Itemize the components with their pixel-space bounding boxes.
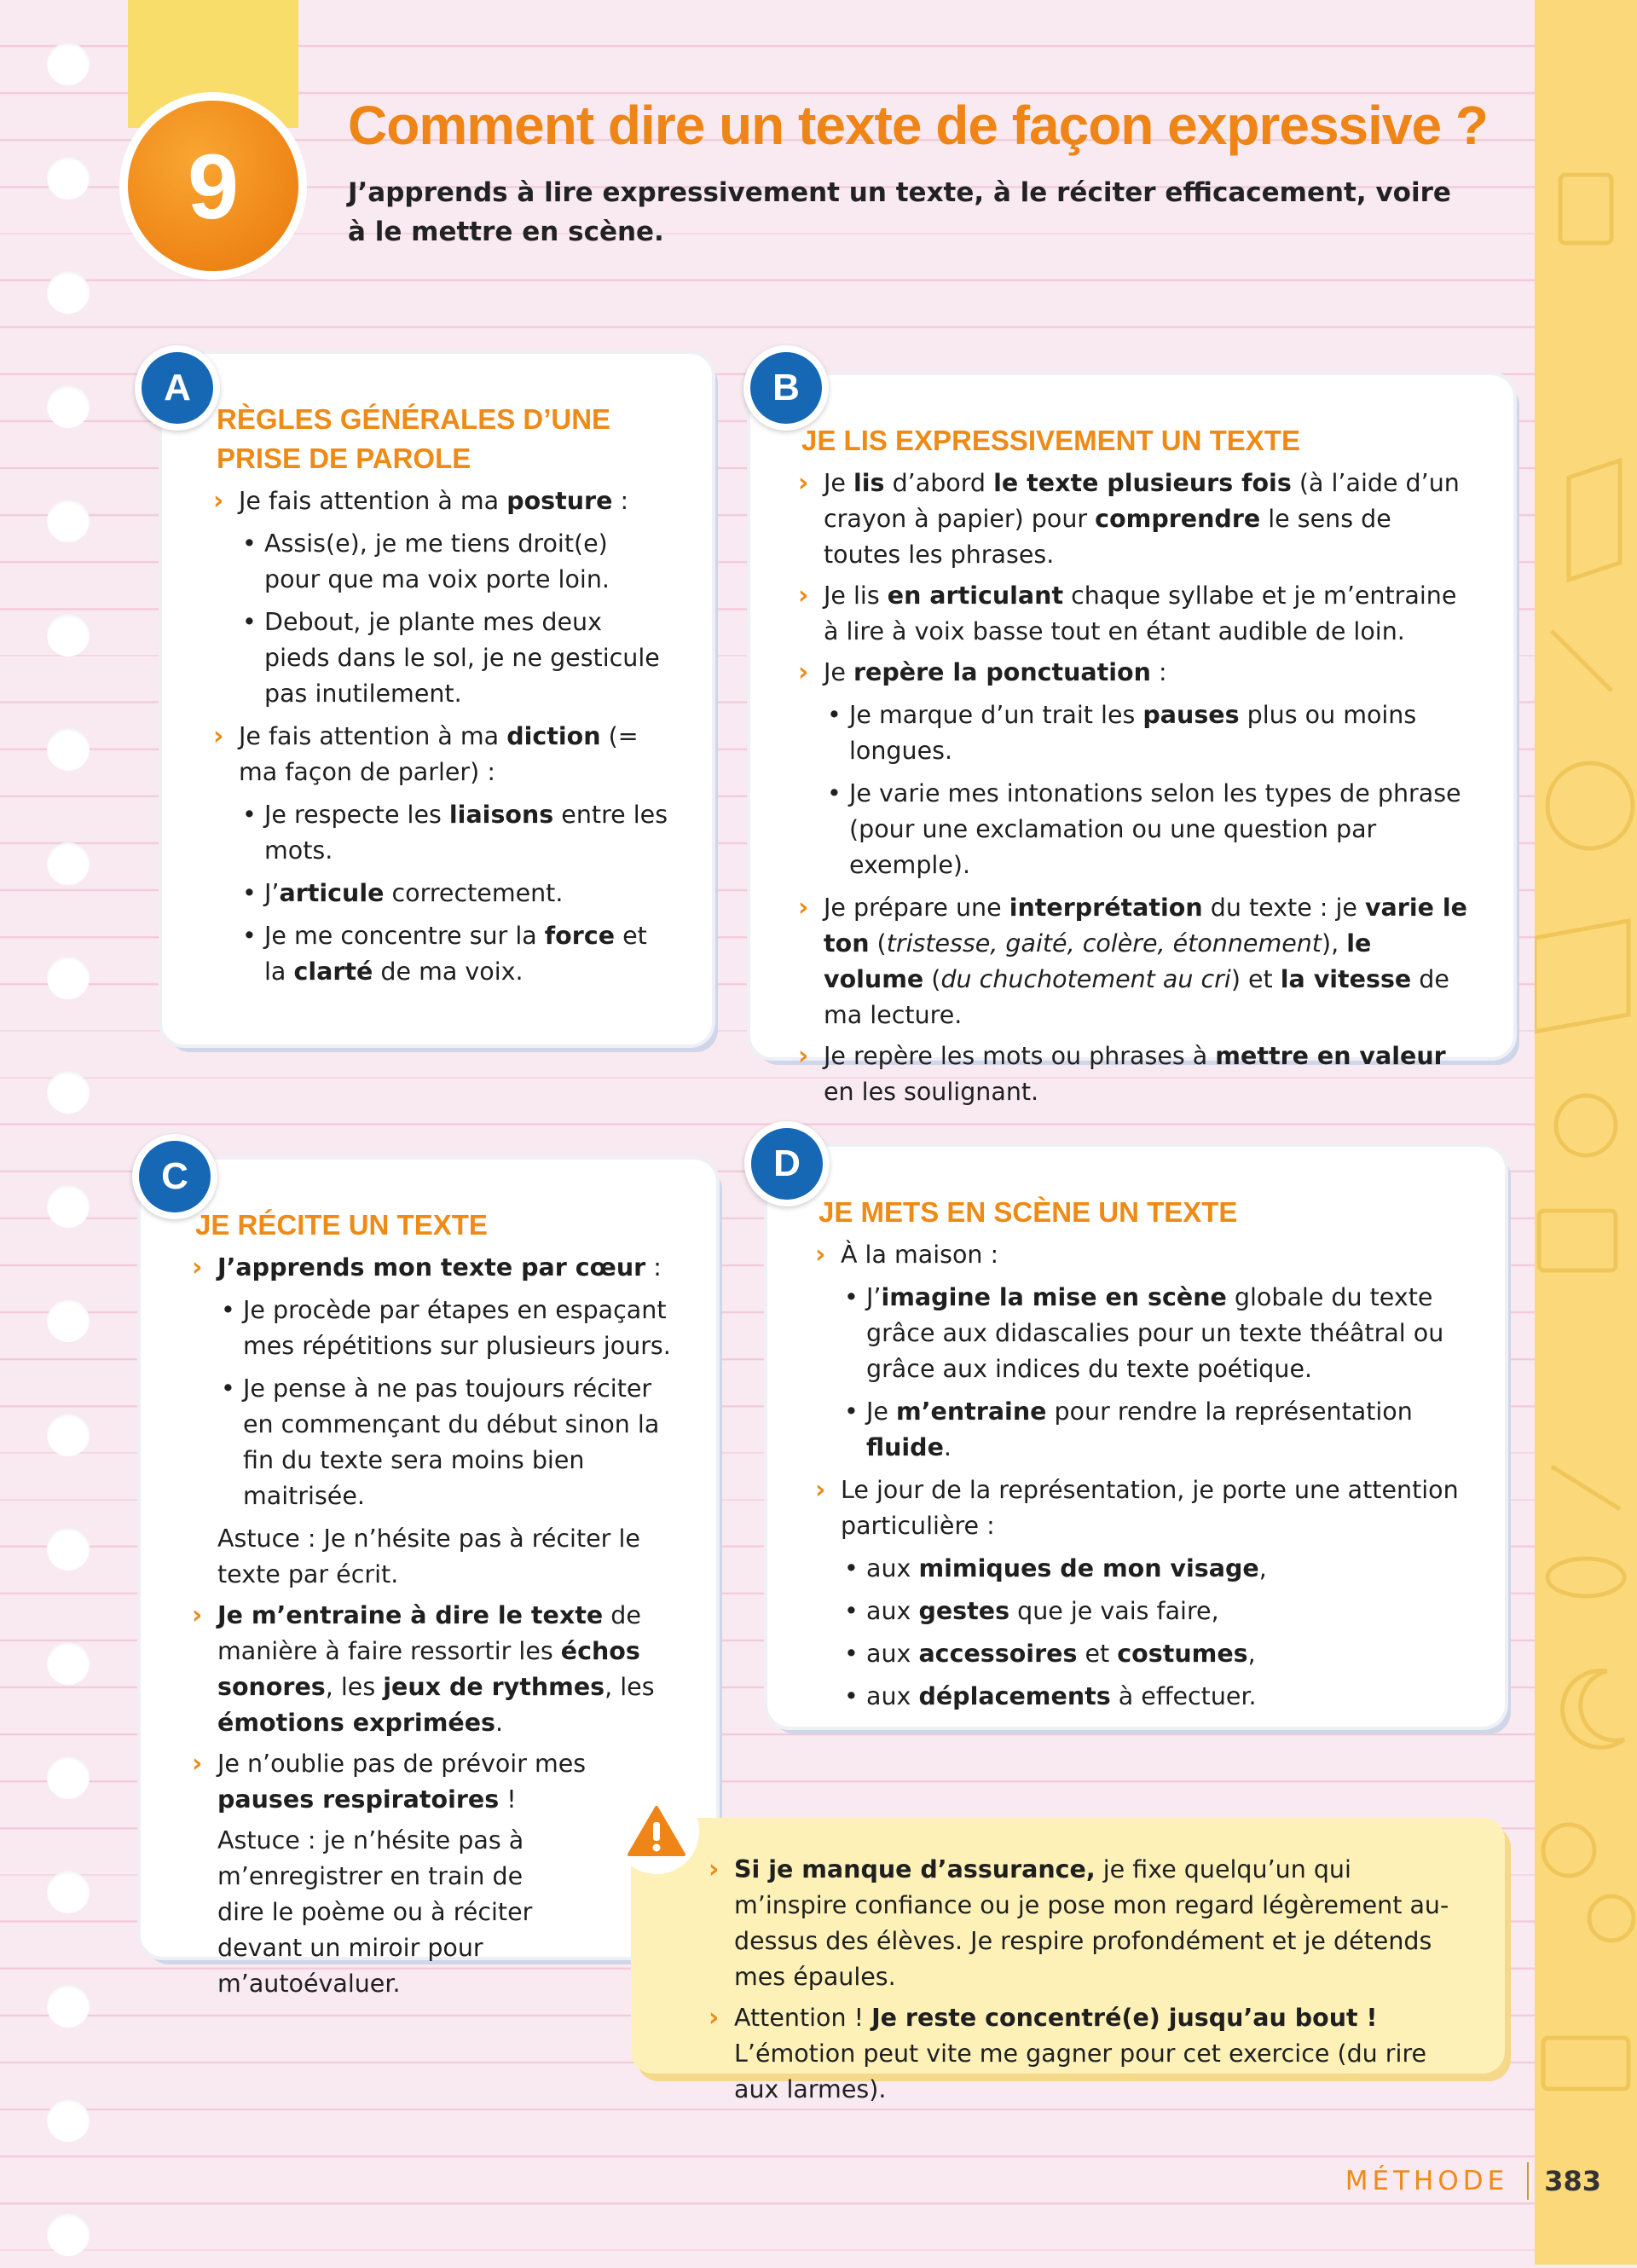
warning-icon [614, 1789, 699, 1874]
list-item: › Je repère la ponctuation : [801, 655, 1472, 691]
pencil-icon [1552, 631, 1611, 691]
list-item: › Je repère les mots ou phrases à mettre en valeur en les soulignant. [801, 1039, 1472, 1110]
clock-icon [1547, 763, 1633, 848]
binder-hole [47, 957, 90, 999]
binder-hole [47, 2213, 90, 2256]
binder-hole [47, 43, 90, 85]
badge-d: D [744, 1121, 830, 1206]
chevron-right-icon: › [798, 1041, 809, 1071]
chevron-right-icon: › [192, 1749, 203, 1779]
page-footer [1345, 2162, 1601, 2200]
gear-icon [1589, 1896, 1634, 1941]
tip-text: Astuce : Je n’hésite pas à réciter le texte par écrit. [217, 1525, 640, 1588]
binder-hole [47, 500, 90, 542]
list-item: • Je respecte les liaisons entre les mots. [242, 801, 668, 865]
binder-hole [47, 1071, 90, 1114]
card-d [767, 1147, 1505, 1727]
list-item: • Assis(e), je me tiens droit(e) pour que ma voix porte loin. [242, 529, 610, 593]
book-icon [1569, 460, 1620, 580]
binder-hole [47, 2099, 90, 2142]
card-b-title: JE LIS EXPRESSIVEMENT UN TEXTE [801, 425, 1300, 456]
list-item: › Le jour de la représentation, je porte une attention particulière : [818, 1472, 1464, 1544]
card-c-title: JE RÉCITE UN TEXTE [195, 1209, 488, 1241]
chevron-right-icon: › [709, 2003, 720, 2033]
notepad-icon [1560, 175, 1611, 243]
list-item: › Si je manque d’assurance, je fixe quelqu’un qui m’inspire confiance ou je pose mon regard légèrement au-dessus des élèves. Je respire profondément et je détends mes épaules. [712, 1852, 1471, 1995]
list-item: • J’imagine la mise en scène globale du texte grâce aux didascalies pour un texte théâtral ou grâce aux indices du texte poétique. [844, 1283, 1444, 1383]
book-icon [1539, 1211, 1616, 1270]
speech-bubble-icon [1556, 1096, 1616, 1155]
chevron-right-icon: › [815, 1475, 826, 1505]
chevron-right-icon: › [798, 657, 809, 687]
card-a [162, 354, 712, 1044]
card-b [750, 375, 1513, 1106]
chart-icon [1535, 921, 1628, 1032]
list-item: • aux gestes que je vais faire, [844, 1597, 1219, 1625]
list-item: › Attention ! Je reste concentré(e) jusqu’au bout ! L’émotion peut vite me gagner pour cet exercice (du rire aux larmes). [712, 2000, 1471, 2108]
moon-icon [1563, 1670, 1624, 1747]
list-item: › Je fais attention à ma diction (= ma façon de parler) : [217, 719, 671, 790]
chevron-right-icon: › [213, 486, 224, 516]
binder-holes [47, 43, 90, 2242]
page-number: 383 [1544, 2165, 1601, 2197]
binder-hole [47, 842, 90, 885]
list-item: › Je m’entraine à dire le texte de manière à faire ressortir les échos sonores, les jeux de rythmes, les émotions exprimées. [195, 1598, 675, 1741]
list-item: • Je procède par étapes en espaçant mes répétitions sur plusieurs jours. [221, 1296, 671, 1360]
list-item: › Je lis d’abord le texte plusieurs fois (à l’aide d’un crayon à papier) pour comprendre le sens de toutes les phrases. [801, 466, 1472, 573]
card-a-title: RÈGLES GÉNÉRALES D’UNE PRISE DE PAROLE [217, 403, 611, 474]
binder-hole [47, 614, 90, 657]
list-item: › Je prépare une interprétation du texte : je varie le ton (tristesse, gaité, colère, étonnement), le volume (du chuchotement au cri) et la vitesse de ma lecture. [801, 890, 1472, 1033]
list-item: › Je fais attention à ma posture : [217, 483, 671, 519]
card-d-title: JE METS EN SCÈNE UN TEXTE [818, 1196, 1238, 1228]
chevron-right-icon: › [798, 581, 809, 610]
badge-b: B [743, 345, 829, 431]
chevron-right-icon: › [213, 721, 224, 751]
binder-hole [47, 1871, 90, 1913]
binder-hole [47, 1414, 90, 1456]
binder-hole [47, 1528, 90, 1571]
tip-text: Astuce : je n’hésite pas à m’enregistrer en train de dire le poème ou à réciter devant un miroir pour m’autoévaluer. [217, 1826, 533, 1998]
binder-hole [47, 1642, 90, 1685]
chapter-number: 9 [128, 101, 298, 271]
chevron-right-icon: › [709, 1854, 720, 1884]
warning-box [631, 1818, 1505, 2103]
footer-divider [1527, 2162, 1529, 2200]
laptop-icon [1543, 2038, 1628, 2089]
list-item: • Je me concentre sur la force et la clarté de ma voix. [242, 922, 647, 986]
chevron-right-icon: › [192, 1600, 203, 1630]
decorative-sidebar [1535, 0, 1637, 2265]
list-item: • Je marque d’un trait les pauses plus ou moins longues. [827, 701, 1417, 765]
page-title: Comment dire un texte de façon expressive ? [348, 95, 1488, 156]
list-item: • Je m’entraine pour rendre la représentation fluide. [844, 1397, 1413, 1461]
binder-hole [47, 385, 90, 428]
chevron-right-icon: › [798, 893, 809, 923]
list-item: › À la maison : [818, 1237, 1464, 1273]
chevron-right-icon: › [192, 1253, 203, 1282]
list-item: › Je lis en articulant chaque syllabe et je m’entraine à lire à voix basse tout en étant audible de loin. [801, 578, 1472, 650]
list-item: › J’apprends mon texte par cœur : [195, 1250, 675, 1286]
list-item: • Je varie mes intonations selon les types de phrase (pour une exclamation ou une question par exemple). [827, 779, 1461, 879]
badge-c: C [132, 1134, 217, 1219]
badge-a: A [135, 345, 220, 431]
page-subtitle: J’apprends à lire expressivement un texte, à le réciter efficacement, voire à le mettre en scène. [348, 177, 1451, 247]
eye-icon [1547, 1559, 1624, 1596]
list-item: • aux mimiques de mon visage, [844, 1554, 1267, 1582]
binder-hole [47, 728, 90, 771]
chevron-right-icon: › [815, 1240, 826, 1270]
section-label: MÉTHODE [1345, 2166, 1509, 2196]
binder-hole [47, 1985, 90, 2028]
binder-hole [47, 1299, 90, 1342]
binder-hole [47, 1756, 90, 1799]
chevron-right-icon: › [798, 468, 809, 498]
binder-hole [47, 1185, 90, 1228]
list-item: • J’articule correctement. [242, 879, 564, 907]
binder-hole [47, 271, 90, 314]
list-item: › Je n’oublie pas de prévoir mes pauses respiratoires ! [195, 1746, 675, 1818]
paperclip-icon [1552, 1467, 1620, 1509]
list-item: • Je pense à ne pas toujours réciter en commençant du début sinon la fin du texte sera moins bien maitrisée. [221, 1374, 660, 1510]
list-item: • Debout, je plante mes deux pieds dans le sol, je ne gesticule pas inutilement. [242, 608, 660, 708]
binder-hole [47, 157, 90, 200]
warning-triangle [627, 1805, 686, 1858]
sidebar-doodles [1535, 0, 1637, 2265]
gear-icon [1543, 1825, 1594, 1876]
list-item: • aux accessoires et costumes, [844, 1640, 1256, 1668]
list-item: • aux déplacements à effectuer. [844, 1682, 1257, 1710]
